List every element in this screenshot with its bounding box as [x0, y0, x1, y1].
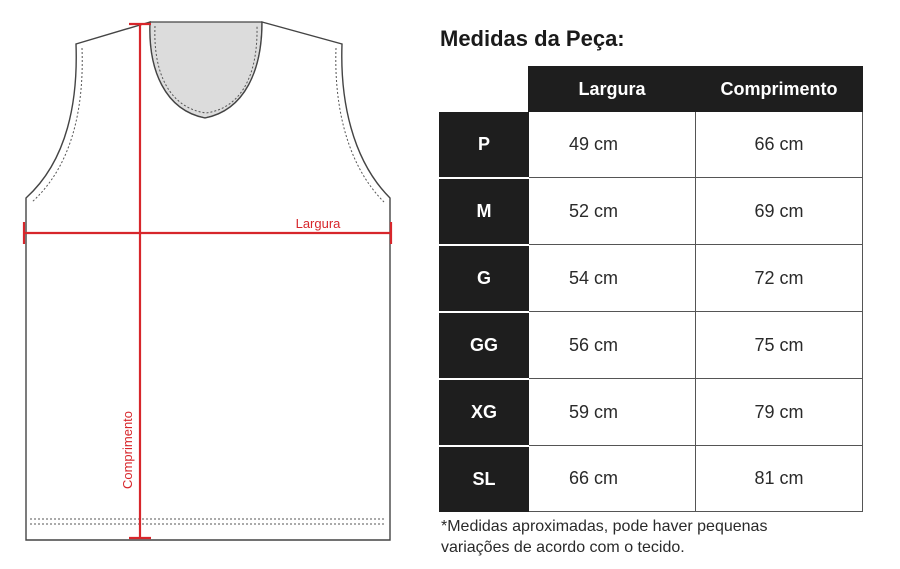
length-cell: 69 cm: [696, 178, 863, 245]
width-cell: 59 cm: [529, 379, 696, 446]
size-label: G: [440, 245, 529, 312]
table-row: [440, 112, 863, 178]
width-cell: 52 cm: [529, 178, 696, 245]
table-row: [440, 178, 863, 245]
width-cell: 49 cm: [529, 112, 696, 178]
length-cell: 81 cm: [696, 446, 863, 512]
size-label: SL: [440, 446, 529, 512]
tank-top-diagram: [0, 0, 420, 569]
length-cell: 75 cm: [696, 312, 863, 379]
table-row: [440, 312, 863, 379]
table-row: [440, 245, 863, 312]
size-label: GG: [440, 312, 529, 379]
length-cell: 72 cm: [696, 245, 863, 312]
footnote-line: variações de acordo com o tecido.: [441, 539, 685, 556]
column-header-comprimento: Comprimento: [696, 67, 863, 112]
column-header-largura: Largura: [529, 67, 696, 112]
table-header-row: [440, 67, 863, 112]
size-label: P: [440, 112, 529, 178]
footnote: [441, 516, 881, 558]
length-label: Comprimento: [120, 410, 135, 490]
table-row: [440, 446, 863, 512]
length-cell: 66 cm: [696, 112, 863, 178]
width-cell: 54 cm: [529, 245, 696, 312]
size-table: [439, 66, 863, 512]
page-title: Medidas da Peça:: [440, 26, 625, 51]
size-label: XG: [440, 379, 529, 446]
width-cell: 56 cm: [529, 312, 696, 379]
width-cell: 66 cm: [529, 446, 696, 512]
table-row: [440, 379, 863, 446]
length-cell: 79 cm: [696, 379, 863, 446]
footnote-line: *Medidas aproximadas, pode haver pequenas: [441, 518, 768, 535]
table-corner: [440, 67, 529, 112]
size-label: M: [440, 178, 529, 245]
width-label: Largura: [295, 216, 341, 231]
